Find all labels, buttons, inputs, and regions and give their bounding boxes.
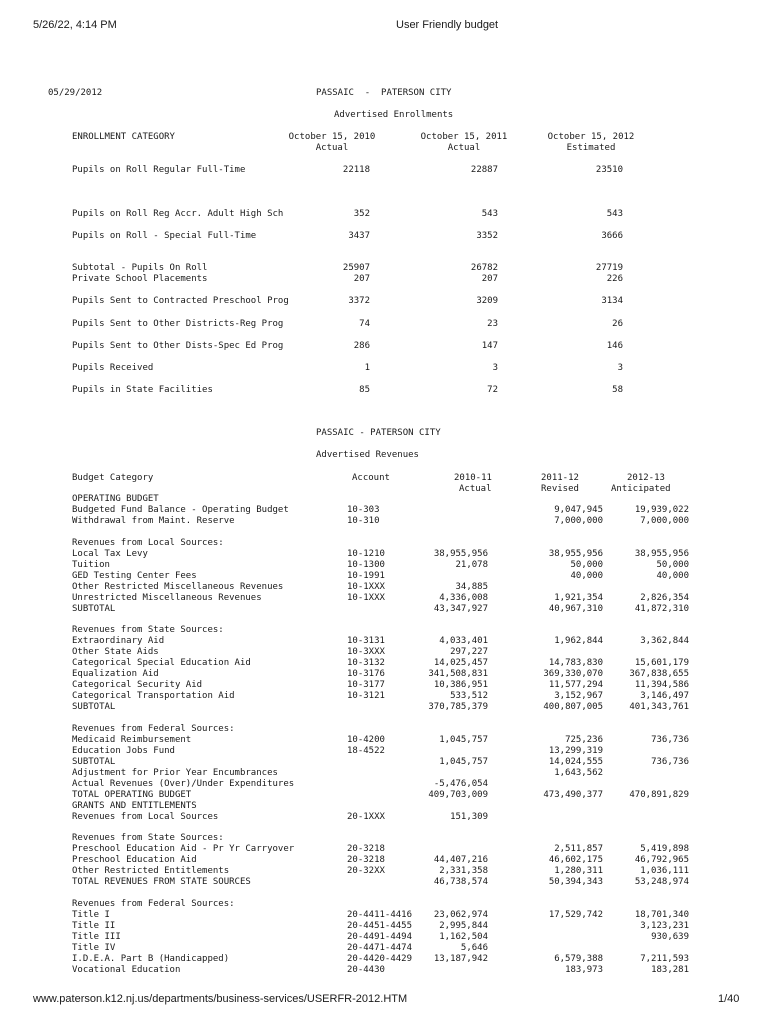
revenue-row [0, 855, 770, 866]
revenue-category: Unrestricted Miscellaneous Revenues [72, 593, 262, 603]
revenue-account: 10-3132 [347, 658, 385, 668]
print-title: User Friendly budget [396, 19, 499, 31]
enroll-col-2011-date: October 15, 2011 [420, 132, 508, 142]
enrollment-2010: 74 [359, 319, 370, 329]
enrollment-2010: 286 [353, 341, 370, 351]
revenue-row [0, 680, 770, 691]
revenue-2012-13: 38,955,956 [634, 549, 689, 559]
revenue-row [0, 899, 770, 910]
revenue-row [0, 636, 770, 647]
enrollment-2011: 23 [487, 319, 498, 329]
revenue-row [0, 921, 770, 932]
enrollment-2011: 543 [481, 209, 498, 219]
print-datetime: 5/26/22, 4:14 PM [33, 19, 117, 31]
revenue-account: 20-3218 [347, 844, 385, 854]
revenue-category: Preschool Education Aid [72, 855, 197, 865]
revenue-account: 20-4420-4429 [347, 954, 413, 964]
enrollment-2012: 543 [606, 209, 623, 219]
revenue-2010-11: 1,045,757 [439, 735, 488, 745]
enrollment-2012: 3 [617, 363, 623, 373]
enrollment-category: Subtotal - Pupils On Roll [72, 263, 208, 273]
revenue-row [0, 910, 770, 921]
print-page-number: 1/40 [718, 993, 740, 1005]
revenue-row [0, 571, 770, 582]
revenue-2011-12: 13,299,319 [548, 746, 603, 756]
revenue-2010-11: 297,227 [450, 647, 488, 657]
revenue-category: GRANTS AND ENTITLEMENTS [72, 801, 197, 811]
revenue-row [0, 735, 770, 746]
enrollment-2010: 25907 [342, 263, 370, 273]
enrollment-2011: 3209 [476, 296, 498, 306]
revenue-row [0, 669, 770, 680]
enrollment-2012: 226 [606, 274, 623, 284]
revenue-2010-11: 34,885 [455, 582, 488, 592]
enrollment-category: Pupils on Roll Reg Accr. Adult High Sch [72, 209, 284, 219]
enrollments-title: Advertised Enrollments [334, 110, 454, 120]
revenue-2010-11: 1,045,757 [439, 757, 488, 767]
enrollment-2010: 1 [364, 363, 370, 373]
enrollment-2010: 3437 [348, 231, 370, 241]
enrollment-category: Pupils Received [72, 363, 154, 373]
enrollment-row [0, 274, 770, 285]
revenue-row [0, 888, 770, 899]
account-header: Account [352, 473, 390, 483]
enrollment-2011: 26782 [470, 263, 498, 273]
revenue-account: 20-32XX [347, 866, 385, 876]
revenue-2012-13: 7,000,000 [640, 516, 689, 526]
enrollment-2012: 3666 [601, 231, 623, 241]
revenue-category: Preschool Education Aid - Pr Yr Carryover [72, 844, 295, 854]
enrollment-row [0, 385, 770, 396]
revenue-2012-13: 46,792,965 [634, 855, 689, 865]
revenue-category: Revenues from Local Sources [72, 812, 219, 822]
revenue-category: OPERATING BUDGET [72, 494, 159, 504]
revenue-2011-12: 2,511,857 [554, 844, 603, 854]
revenue-2010-11: 2,995,844 [439, 921, 488, 931]
enrollment-2011: 207 [481, 274, 498, 284]
enroll-col-2012-date: October 15, 2012 [547, 132, 635, 142]
revenue-2012-13: 19,939,022 [634, 505, 689, 515]
revenue-row [0, 549, 770, 560]
revenue-2012-13: 470,891,829 [629, 790, 689, 800]
revenue-row [0, 494, 770, 505]
revenue-account: 10-3177 [347, 680, 385, 690]
revenue-2012-13: 1,036,111 [640, 866, 689, 876]
revenue-account: 20-4491-4494 [347, 932, 413, 942]
revenue-row [0, 801, 770, 812]
revenue-account: 10-1XXX [347, 582, 385, 592]
revenue-2012-13: 18,701,340 [634, 910, 689, 920]
revenue-account: 20-4451-4455 [347, 921, 413, 931]
revenue-2012-13: 40,000 [656, 571, 689, 581]
col-2010-11-header: 2010-11 [454, 473, 492, 483]
revenue-row [0, 746, 770, 757]
revenue-2011-12: 1,643,562 [554, 768, 603, 778]
revenue-account: 20-3218 [347, 855, 385, 865]
revenue-row [0, 582, 770, 593]
revenue-2012-13: 183,281 [651, 965, 689, 975]
revenue-2010-11: 2,331,358 [439, 866, 488, 876]
revenue-row [0, 844, 770, 855]
revenue-category: Tuition [72, 560, 110, 570]
revenue-2010-11: 38,955,956 [433, 549, 488, 559]
enrollment-category: Pupils on Roll - Special Full-Time [72, 231, 257, 241]
revenue-2012-13: 3,146,497 [640, 691, 689, 701]
revenue-2010-11: 23,062,974 [433, 910, 488, 920]
enrollment-2011: 147 [481, 341, 498, 351]
enrollment-row [0, 319, 770, 330]
revenue-2012-13: 401,343,761 [629, 702, 689, 712]
revenue-category: Title II [72, 921, 116, 931]
revenue-account: 10-1XXX [347, 593, 385, 603]
revenue-2010-11: 21,078 [455, 560, 488, 570]
enrollment-2010: 22118 [342, 165, 370, 175]
col-2012-13-header: 2012-13 [627, 473, 665, 483]
col-anticipated-header: Anticipated [611, 484, 671, 494]
enroll-col-2011-type: Actual [447, 143, 481, 153]
revenue-2011-12: 50,000 [570, 560, 603, 570]
enrollment-row [0, 363, 770, 374]
revenue-category: Local Tax Levy [72, 549, 148, 559]
enrollment-2012: 3134 [601, 296, 623, 306]
revenue-2011-12: 1,921,354 [554, 593, 603, 603]
revenue-2011-12: 40,967,310 [548, 604, 603, 614]
enrollment-category: Pupils Sent to Other Districts-Reg Prog [72, 319, 284, 329]
revenue-row [0, 779, 770, 790]
revenue-2011-12: 14,024,555 [548, 757, 603, 767]
revenue-2011-12: 7,000,000 [554, 516, 603, 526]
revenue-2012-13: 5,419,898 [640, 844, 689, 854]
revenue-2012-13: 50,000 [656, 560, 689, 570]
enrollment-category: Private School Placements [72, 274, 208, 284]
revenue-category: Medicaid Reimbursement [72, 735, 192, 745]
revenue-2010-11: 14,025,457 [433, 658, 488, 668]
revenue-account: 10-1991 [347, 571, 385, 581]
revenue-account: 20-4430 [347, 965, 385, 975]
revenue-row [0, 691, 770, 702]
revenue-category: Categorical Transportation Aid [72, 691, 235, 701]
revenue-row [0, 866, 770, 877]
enrollment-2012: 146 [606, 341, 623, 351]
revenue-2012-13: 2,826,354 [640, 593, 689, 603]
revenue-row [0, 505, 770, 516]
revenue-2011-12: 40,000 [570, 571, 603, 581]
revenue-2011-12: 14,783,830 [548, 658, 603, 668]
revenue-category: Title I [72, 910, 110, 920]
revenue-row [0, 593, 770, 604]
revenue-2012-13: 3,362,844 [640, 636, 689, 646]
budget-category-header: Budget Category [72, 473, 154, 483]
revenue-2010-11: 533,512 [450, 691, 488, 701]
revenue-2012-13: 11,394,586 [634, 680, 689, 690]
enrollment-category: Pupils Sent to Contracted Preschool Prog [72, 296, 289, 306]
enroll-col-2010-date: October 15, 2010 [288, 132, 376, 142]
enrollment-2010: 352 [353, 209, 370, 219]
enrollment-category: Pupils on Roll Regular Full-Time [72, 165, 246, 175]
revenue-category: Other Restricted Miscellaneous Revenues [72, 582, 284, 592]
revenue-2010-11: 13,187,942 [433, 954, 488, 964]
revenue-2011-12: 38,955,956 [548, 549, 603, 559]
revenue-row [0, 943, 770, 954]
enroll-col-2010-type: Actual [315, 143, 349, 153]
enrollment-row [0, 209, 770, 220]
revenue-2011-12: 1,962,844 [554, 636, 603, 646]
revenue-account: 20-4411-4416 [347, 910, 413, 920]
revenue-row [0, 965, 770, 976]
enrollment-row [0, 341, 770, 352]
revenue-category: TOTAL OPERATING BUDGET [72, 790, 192, 800]
revenue-account: 10-3XXX [347, 647, 385, 657]
enrollment-2011: 3 [492, 363, 498, 373]
revenue-2010-11: 4,336,008 [439, 593, 488, 603]
revenue-account: 20-1XXX [347, 812, 385, 822]
enrollment-2012: 27719 [595, 263, 623, 273]
revenue-category: Revenues from Federal Sources: [72, 899, 235, 909]
revenue-category: Vocational Education [72, 965, 181, 975]
revenue-2012-13: 7,211,593 [640, 954, 689, 964]
revenue-row [0, 877, 770, 888]
revenue-row [0, 724, 770, 735]
revenue-category: Revenues from State Sources: [72, 625, 224, 635]
revenue-row [0, 527, 770, 538]
revenue-2012-13: 367,838,655 [629, 669, 689, 679]
revenue-account: 10-310 [347, 516, 380, 526]
revenue-account: 20-4471-4474 [347, 943, 413, 953]
enrollment-category: Pupils Sent to Other Dists-Spec Ed Prog [72, 341, 284, 351]
revenue-2012-13: 3,123,231 [640, 921, 689, 931]
revenue-category: Adjustment for Prior Year Encumbrances [72, 768, 278, 778]
revenue-account: 18-4522 [347, 746, 385, 756]
enrollment-2010: 3372 [348, 296, 370, 306]
col-actual-header: Actual [459, 484, 492, 494]
revenue-category: Revenues from Federal Sources: [72, 724, 235, 734]
revenue-category: Withdrawal from Maint. Reserve [72, 516, 235, 526]
revenue-category: Categorical Special Education Aid [72, 658, 251, 668]
district-name-revenues: PASSAIC - PATERSON CITY [316, 428, 441, 438]
district-name: PASSAIC - PATERSON CITY [316, 88, 452, 98]
revenue-row [0, 954, 770, 965]
revenue-row [0, 932, 770, 943]
revenue-row [0, 833, 770, 844]
revenue-2011-12: 17,529,742 [548, 910, 603, 920]
revenue-account: 10-3131 [347, 636, 385, 646]
revenue-2010-11: 409,703,009 [428, 790, 488, 800]
revenue-row [0, 647, 770, 658]
revenue-category: SUBTOTAL [72, 604, 116, 614]
revenue-account: 10-3121 [347, 691, 385, 701]
enrollment-2011: 3352 [476, 231, 498, 241]
revenue-2010-11: 5,646 [460, 943, 488, 953]
revenue-category: Extraordinary Aid [72, 636, 165, 646]
revenue-2010-11: 43,347,927 [433, 604, 488, 614]
enrollment-2010: 207 [353, 274, 370, 284]
revenue-2012-13: 41,872,310 [634, 604, 689, 614]
revenue-row [0, 790, 770, 801]
revenue-2010-11: 44,407,216 [433, 855, 488, 865]
enrollment-2012: 26 [612, 319, 623, 329]
revenue-2012-13: 930,639 [651, 932, 689, 942]
revenue-2010-11: 341,508,831 [428, 669, 488, 679]
enrollment-row [0, 231, 770, 242]
document-date: 05/29/2012 [48, 88, 103, 98]
revenue-2011-12: 11,577,294 [548, 680, 603, 690]
revenue-row [0, 702, 770, 713]
col-revised-header: Revised [541, 484, 579, 494]
enrollment-2011: 72 [487, 385, 498, 395]
enrollment-2012: 58 [612, 385, 623, 395]
revenue-category: SUBTOTAL [72, 757, 116, 767]
revenue-category: Title IV [72, 943, 116, 953]
revenue-account: 10-3176 [347, 669, 385, 679]
revenue-2011-12: 50,394,343 [548, 877, 603, 887]
revenue-account: 10-1300 [347, 560, 385, 570]
print-url: www.paterson.k12.nj.us/departments/business-services/USERFR-2012.HTM [33, 993, 408, 1005]
revenue-2010-11: 46,738,574 [433, 877, 488, 887]
revenue-row [0, 516, 770, 527]
revenue-category: I.D.E.A. Part B (Handicapped) [72, 954, 230, 964]
revenue-account: 10-303 [347, 505, 380, 515]
enrollment-category-header: ENROLLMENT CATEGORY [72, 132, 175, 142]
revenue-row [0, 560, 770, 571]
revenue-category: Categorical Security Aid [72, 680, 203, 690]
revenue-2012-13: 15,601,179 [634, 658, 689, 668]
enroll-col-2012-type: Estimated [566, 143, 616, 153]
revenue-2010-11: 1,162,504 [439, 932, 488, 942]
revenue-category: Education Jobs Fund [72, 746, 175, 756]
revenue-category: Revenues from Local Sources: [72, 538, 224, 548]
revenue-row [0, 812, 770, 823]
revenue-2011-12: 3,152,967 [554, 691, 603, 701]
revenue-2011-12: 725,236 [565, 735, 603, 745]
revenue-row [0, 538, 770, 549]
revenue-category: Actual Revenues (Over)/Under Expenditures [72, 779, 295, 789]
enrollment-2012: 23510 [595, 165, 623, 175]
revenue-2012-13: 736,736 [651, 757, 689, 767]
revenue-2010-11: 370,785,379 [428, 702, 488, 712]
revenue-category: Other State Aids [72, 647, 159, 657]
revenue-row [0, 658, 770, 669]
revenue-2011-12: 473,490,377 [543, 790, 603, 800]
revenue-2010-11: 151,309 [450, 812, 488, 822]
revenue-row [0, 713, 770, 724]
enrollment-row [0, 296, 770, 307]
revenue-2010-11: 10,386,951 [433, 680, 488, 690]
col-2011-12-header: 2011-12 [541, 473, 579, 483]
revenue-category: Revenues from State Sources: [72, 833, 224, 843]
revenue-2010-11: 4,033,401 [439, 636, 488, 646]
revenue-account: 10-1210 [347, 549, 385, 559]
revenue-2011-12: 183,973 [565, 965, 603, 975]
revenue-2011-12: 369,330,070 [543, 669, 603, 679]
revenue-category: GED Testing Center Fees [72, 571, 197, 581]
revenue-2010-11: -5,476,054 [433, 779, 488, 789]
revenue-2011-12: 400,807,005 [543, 702, 603, 712]
revenue-2011-12: 9,047,945 [554, 505, 603, 515]
revenue-category: Budgeted Fund Balance - Operating Budget [72, 505, 289, 515]
revenue-category: Title III [72, 932, 121, 942]
revenue-2011-12: 6,579,388 [554, 954, 603, 964]
revenue-row [0, 614, 770, 625]
revenue-category: Other Restricted Entitlements [72, 866, 230, 876]
revenue-2011-12: 46,602,175 [548, 855, 603, 865]
revenue-account: 10-4200 [347, 735, 385, 745]
revenue-row [0, 757, 770, 768]
enrollment-2010: 85 [359, 385, 370, 395]
revenue-category: SUBTOTAL [72, 702, 116, 712]
revenues-title: Advertised Revenues [316, 450, 419, 460]
revenue-row [0, 625, 770, 636]
enrollment-row [0, 165, 770, 176]
revenue-row [0, 768, 770, 779]
revenue-2011-12: 1,280,311 [554, 866, 603, 876]
revenue-2012-13: 53,248,974 [634, 877, 689, 887]
enrollment-category: Pupils in State Facilities [72, 385, 213, 395]
enrollment-2011: 22887 [470, 165, 498, 175]
enrollment-row [0, 263, 770, 274]
revenue-category: Equalization Aid [72, 669, 159, 679]
revenue-2012-13: 736,736 [651, 735, 689, 745]
revenue-category: TOTAL REVENUES FROM STATE SOURCES [72, 877, 251, 887]
